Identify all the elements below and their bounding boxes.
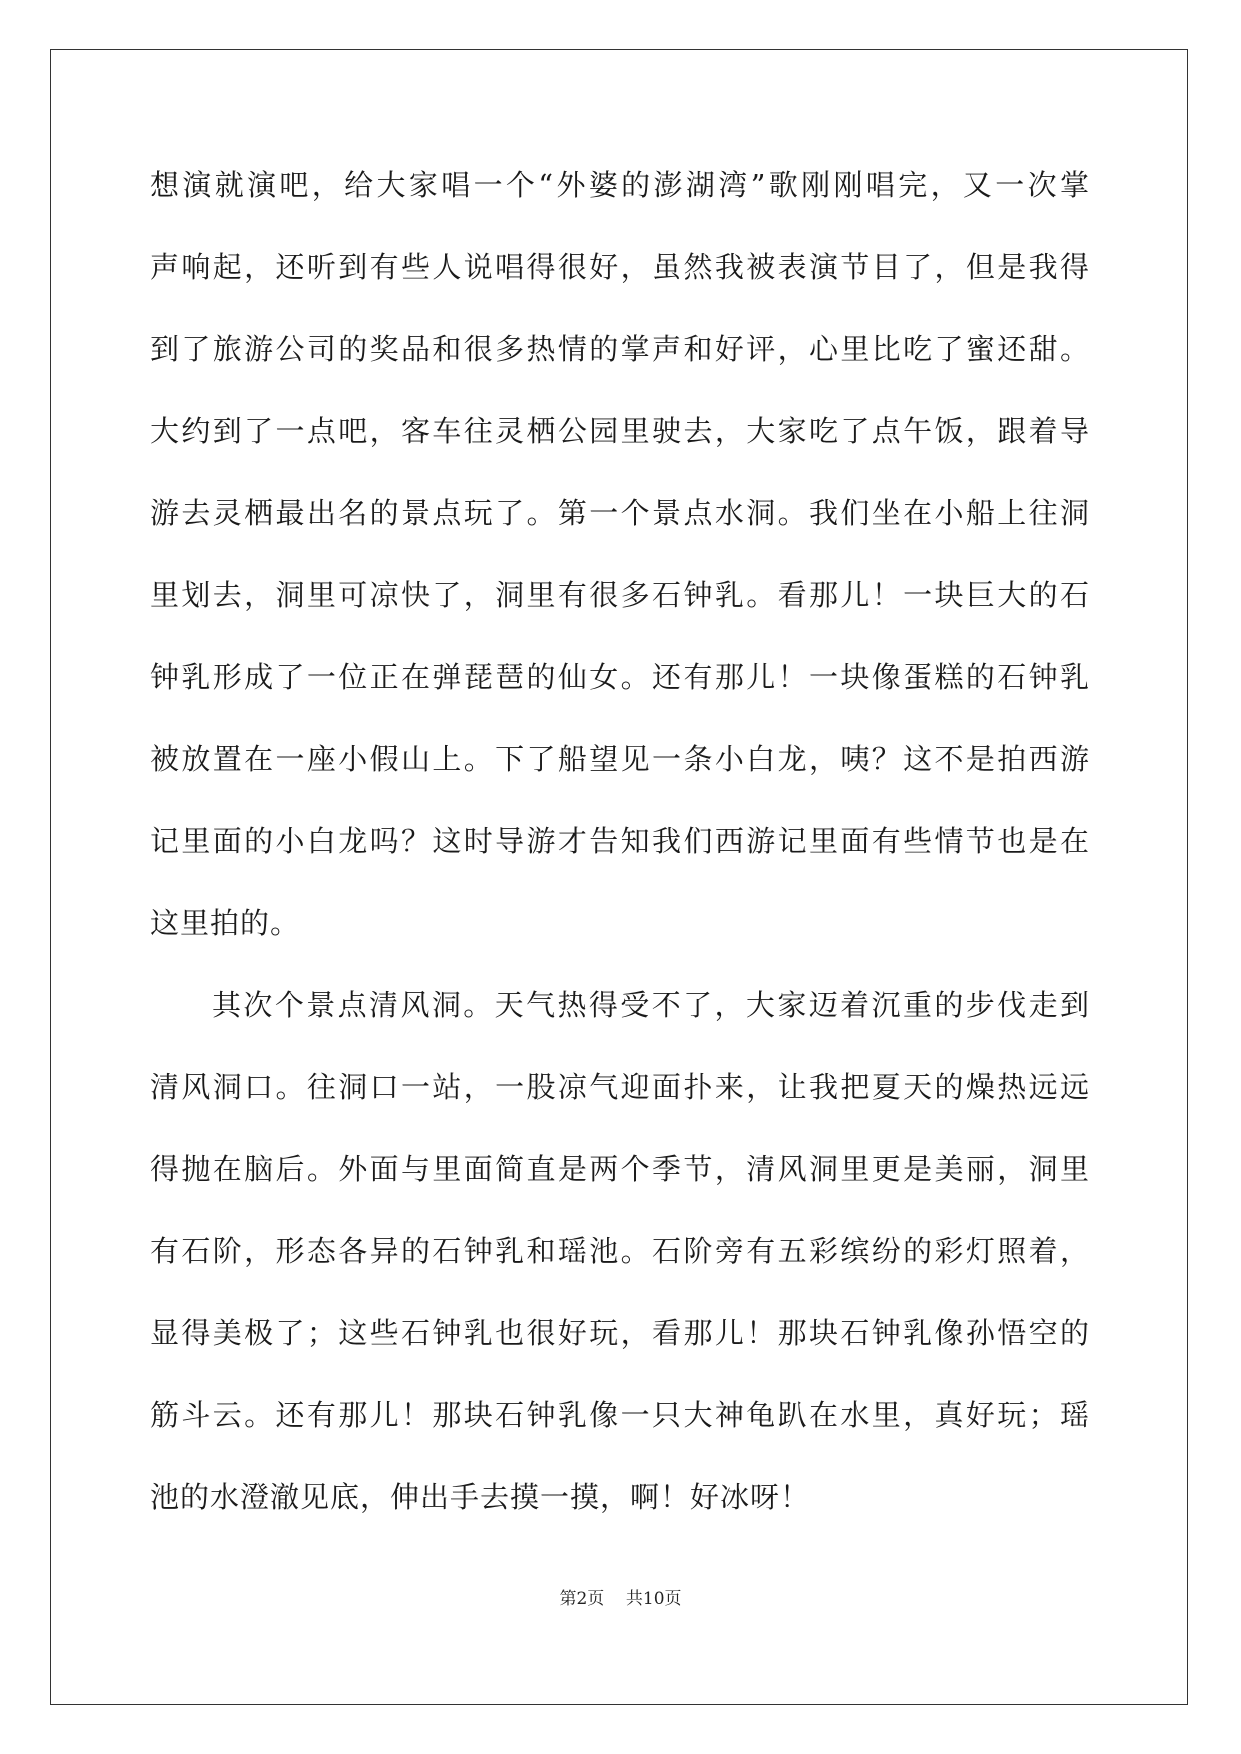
text-line: 得抛在脑后。外面与里面简直是两个季节，清风洞里更是美丽，洞里	[150, 1152, 1090, 1186]
page-footer	[0, 1584, 1241, 1609]
text-line: 游去灵栖最出名的景点玩了。第一个景点水洞。我们坐在小船上往洞	[150, 496, 1090, 530]
text-line: 大约到了一点吧，客车往灵栖公园里驶去，大家吃了点午饭，跟着导	[150, 414, 1090, 448]
text-line: 池的水澄澈见底，伸出手去摸一摸，啊！好冰呀！	[150, 1480, 811, 1514]
text-line: 有石阶，形态各异的石钟乳和瑶池。石阶旁有五彩缤纷的彩灯照着，	[150, 1234, 1090, 1268]
text-line: 里划去，洞里可凉快了，洞里有很多石钟乳。看那儿！一块巨大的石	[150, 578, 1090, 612]
text-line: 筋斗云。还有那儿！那块石钟乳像一只大神龟趴在水里，真好玩；瑶	[150, 1398, 1090, 1432]
text-line: 到了旅游公司的奖品和很多热情的掌声和好评，心里比吃了蜜还甜。	[150, 332, 1090, 366]
text-line: 其次个景点清风洞。天气热得受不了，大家迈着沉重的步伐走到	[212, 988, 1090, 1022]
text-line: 清风洞口。往洞口一站，一股凉气迎面扑来，让我把夏天的燥热远远	[150, 1070, 1090, 1104]
text-line: 被放置在一座小假山上。下了船望见一条小白龙，咦？这不是拍西游	[150, 742, 1090, 776]
page-number: 第2页 共10页	[559, 1589, 682, 1609]
text-line: 钟乳形成了一位正在弹琵琶的仙女。还有那儿！一块像蛋糕的石钟乳	[150, 660, 1090, 694]
document-body	[150, 160, 1090, 1554]
text-line: 声响起，还听到有些人说唱得很好，虽然我被表演节目了，但是我得	[150, 250, 1090, 284]
text-line: 记里面的小白龙吗？这时导游才告知我们西游记里面有些情节也是在	[150, 824, 1090, 858]
text-line: 这里拍的。	[150, 906, 301, 940]
text-line: 显得美极了；这些石钟乳也很好玩，看那儿！那块石钟乳像孙悟空的	[150, 1316, 1090, 1350]
text-line: 想演就演吧，给大家唱一个“外婆的澎湖湾”歌刚刚唱完，又一次掌	[150, 168, 1090, 202]
